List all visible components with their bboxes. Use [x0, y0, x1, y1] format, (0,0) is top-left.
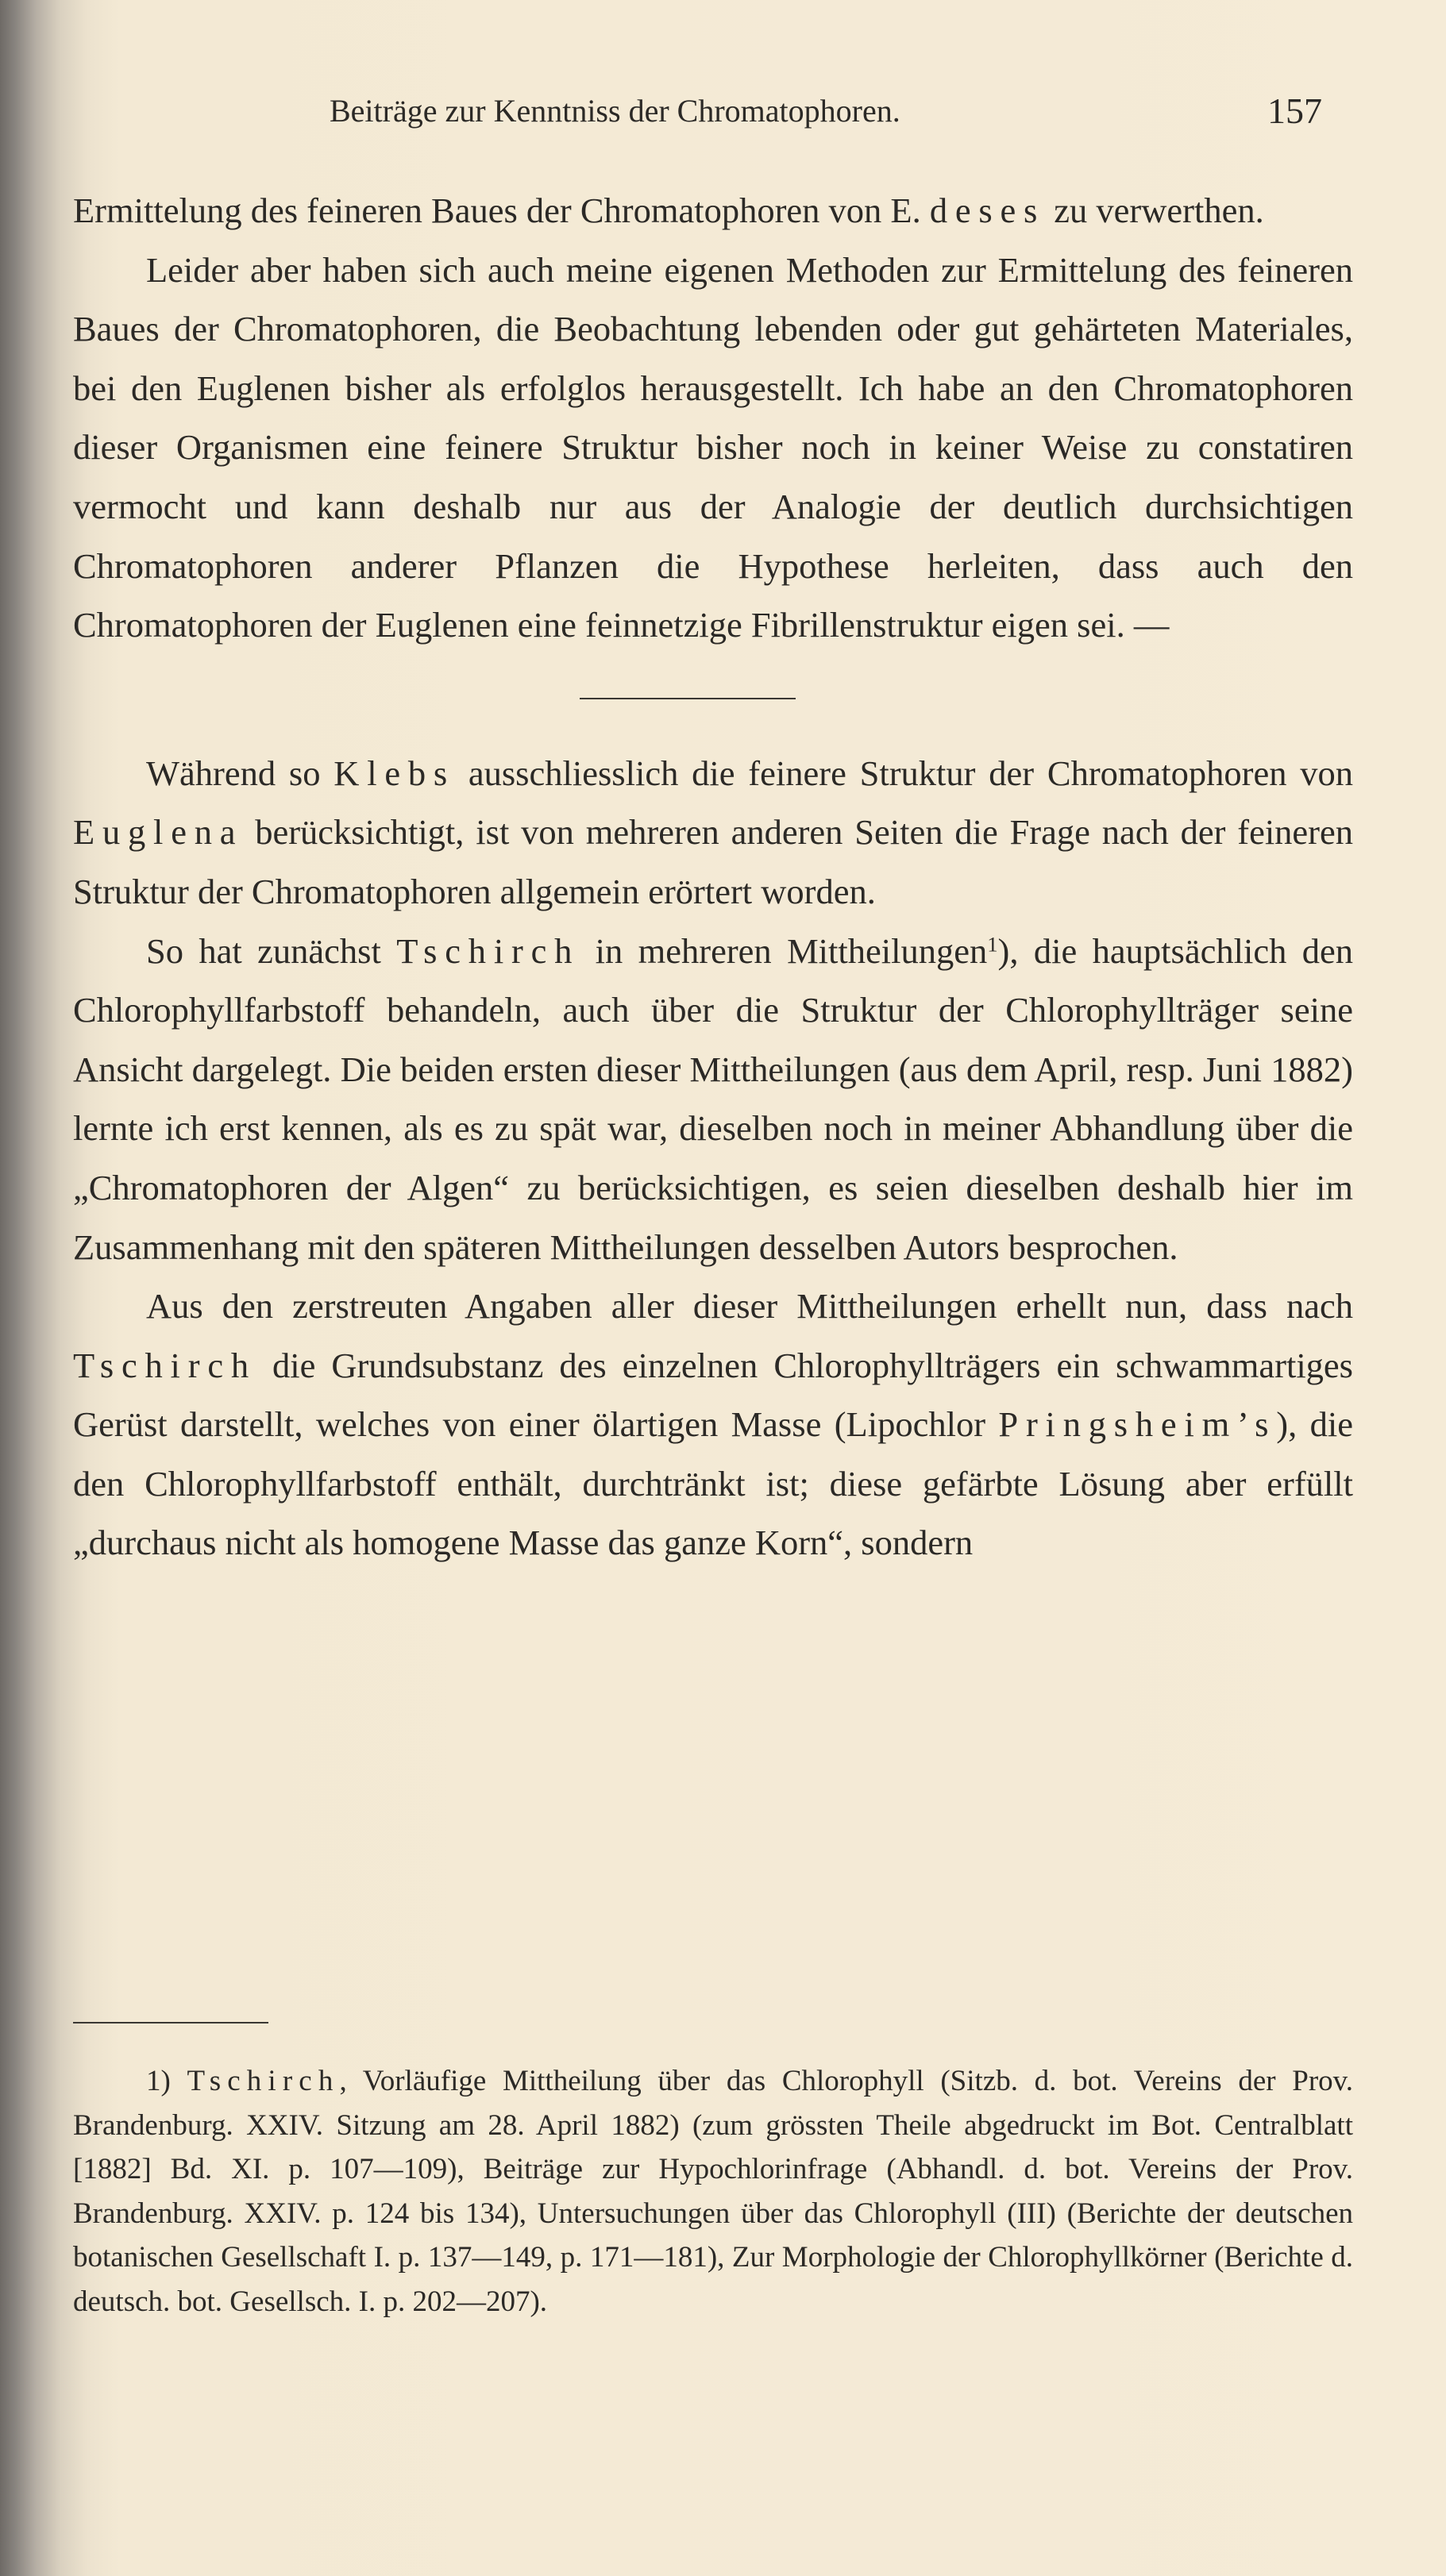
species-name-deses: deses [929, 191, 1046, 230]
author-name-tschirch-2: Tschirch [73, 1345, 256, 1385]
footnote-author: Tschirch [187, 2065, 340, 2097]
paragraph-1-text: Ermittelung des feineren Baues der Chromatophoren von E. [73, 191, 921, 230]
footnotes [73, 2059, 1353, 2324]
author-name-pringsheim: Pringsheim’s [998, 1404, 1277, 1445]
paragraph-3-text-mid: ausschliesslich die feinere Struktur der Chromatophoren von [468, 753, 1354, 793]
page-number: 157 [1267, 90, 1322, 131]
paragraph-1 [73, 181, 1353, 241]
footnote-reference: 1 [987, 931, 998, 956]
paragraph-5-text-mid: die Grundsubstanz des einzelnen Chlorophyllträgers ein schwammartiges Gerüst darstellt, welches von einer ölartigen Masse (Lipochlor [73, 1345, 1354, 1445]
author-name-tschirch: Tschirch [396, 930, 580, 971]
footnote-1 [73, 2059, 1353, 2324]
paragraph-4 [73, 922, 1353, 1277]
paragraph-5 [73, 1276, 1353, 1573]
paragraph-5-text-end: ), die den Chlorophyllfarbstoff enthält, durchtränkt ist; diese gefärbte Lösung aber erfüllt „durchaus nicht als homogene Masse das ganze Korn“, sondern [73, 1404, 1353, 1563]
paragraph-1-text-end: zu verwerthen. [1054, 191, 1264, 230]
paragraph-3 [73, 744, 1353, 922]
running-title: Beiträge zur Kenntniss der Chromatophoren. [330, 93, 900, 129]
footnote-marker: 1) [146, 2065, 171, 2097]
footnote-divider [73, 2022, 268, 2023]
paragraph-4-text-mid: in mehreren Mittheilungen [595, 930, 988, 971]
paragraph-3-text-end: berücksichtigt, ist von mehreren anderen Seiten die Frage nach der feineren Struktur der Chromatophoren allgemein erörtert worden. [73, 812, 1354, 911]
main-text [73, 181, 1353, 1573]
author-name-klebs: Klebs [334, 753, 456, 793]
paragraph-3-text: Während so [146, 753, 321, 793]
section-divider [580, 698, 796, 699]
genus-name-euglena: Euglena [73, 812, 244, 853]
paragraph-4-text-end: ), die hauptsächlich den Chlorophyllfarbstoff behandeln, auch über die Struktur der Chlorophyllträger seine Ansicht dargelegt. Die beiden ersten dieser Mittheilungen (aus dem April, resp. Juni 1882) lernte ich erst kennen, als es zu spät war, dieselben noch in meiner Abhandlung über die „Chromatophoren der Algen“ zu berücksichtigen, es seien dieselben deshalb hier im Zusammenhang mit den späteren Mittheilungen desselben Autors besprochen. [73, 930, 1353, 1267]
running-header [0, 87, 1446, 135]
paragraph-5-text: Aus den zerstreuten Angaben aller dieser Mittheilungen erhellt nun, dass nach [146, 1286, 1353, 1327]
paragraph-2: Leider aber haben sich auch meine eigenen Methoden zur Ermittelung des feineren Baues der Chromatophoren, die Beobachtung lebenden oder gut gehärteten Materiales, bei den Euglenen bisher als erfolglos herausgestellt. Ich habe an den Chromatophoren dieser Organismen eine feinere Struktur bisher noch in keiner Weise zu constatiren vermocht und kann deshalb nur aus der Analogie der deutlich durchsichtigen Chromatophoren anderer Pflanzen die Hypothese herleiten, dass auch den Chromatophoren der Euglenen eine feinnetzige Fibrillenstruktur eigen sei. — [73, 249, 1353, 645]
paragraph-4-text: So hat zunächst [146, 930, 381, 971]
footnote-text: , Vorläufige Mittheilung über das Chlorophyll (Sitzb. d. bot. Vereins der Prov. Brandenburg. XXIV. Sitzung am 28. April 1882) (zum grössten Theile abgedruckt im Bot. Centralblatt [1882] Bd. XI. p. 107—109), Beiträge zur Hypochlorinfrage (Abhandl. d. bot. Vereins der Prov. Brandenburg. XXIV. p. 124 bis 134), Untersuchungen über das Chlorophyll (III) (Berichte der deutschen botanischen Gesellschaft I. p. 137—149, p. 171—181), Zur Morphologie der Chlorophyllkörner (Berichte d. deutsch. bot. Gesellsch. I. p. 202—207). [73, 2065, 1354, 2318]
